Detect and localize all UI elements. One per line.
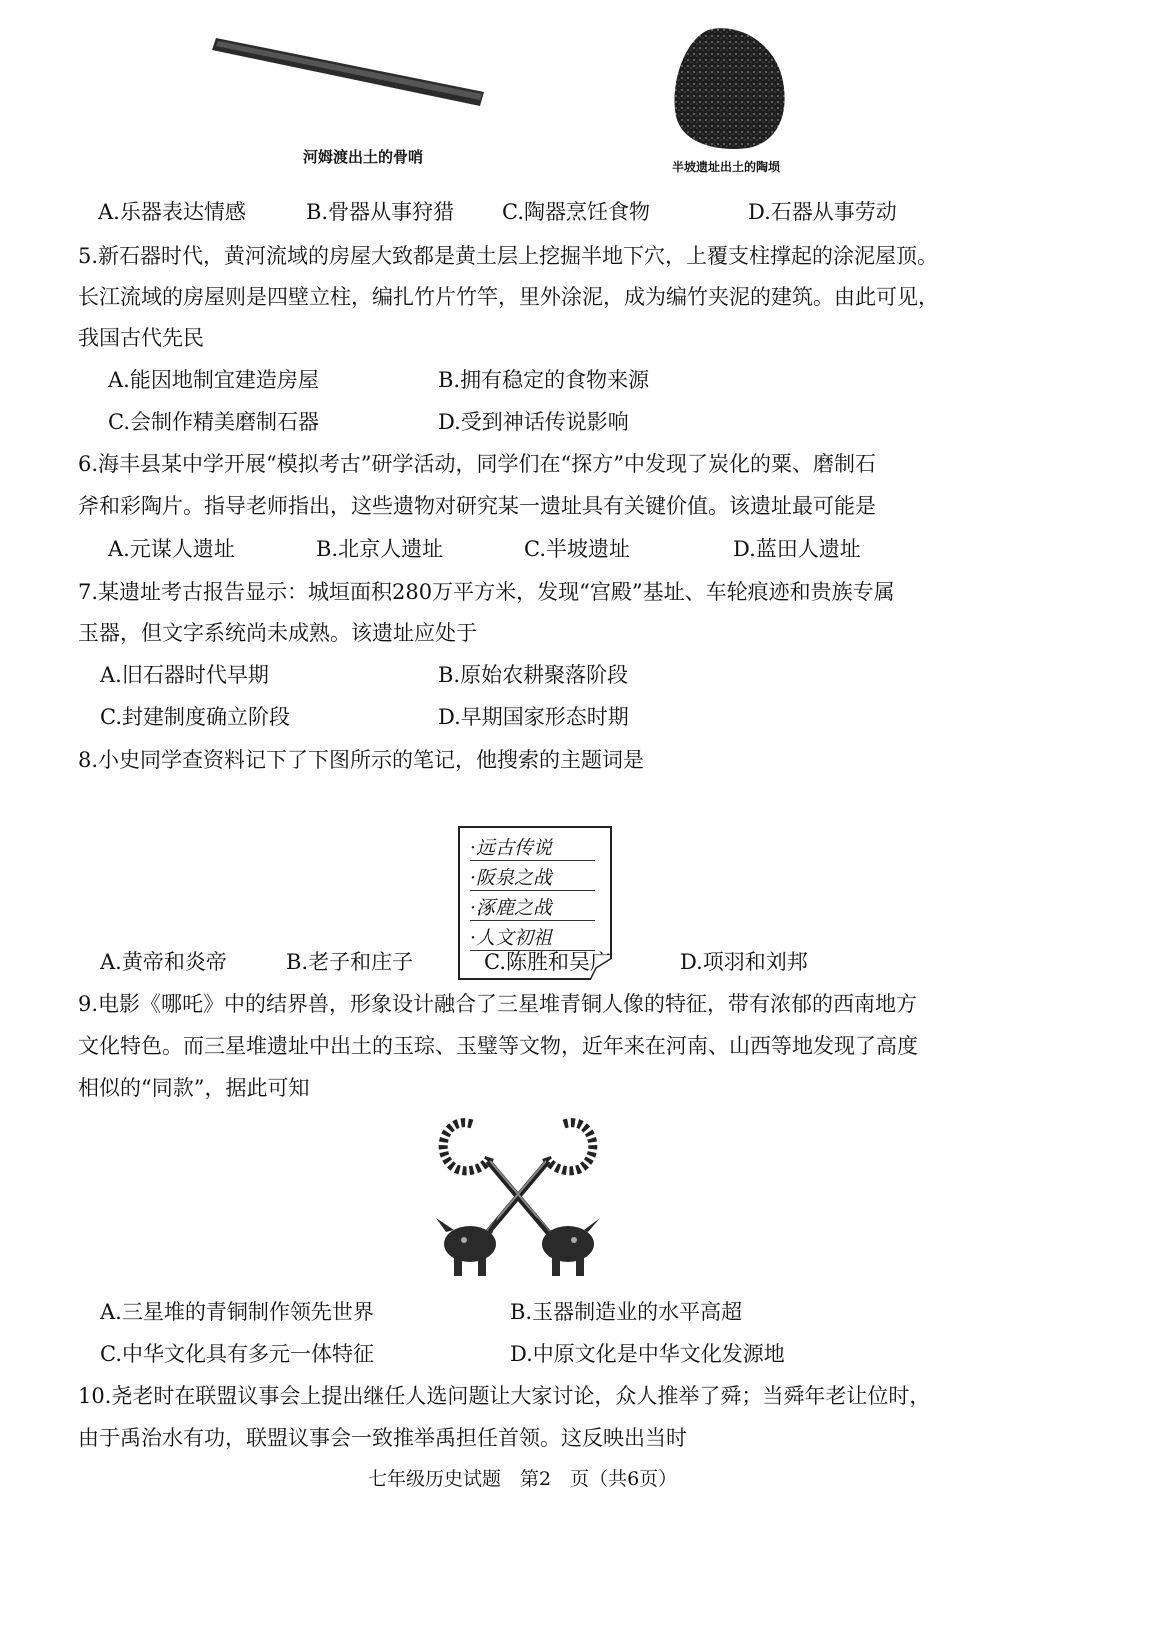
q9-stem-line1: 9.电影《哪吒》中的结界兽，形象设计融合了三星堆青铜人像的特征，带有浓郁的西南地方 bbox=[78, 992, 918, 1016]
q6-stem-line1: 6.海丰县某中学开展“模拟考古”研学活动，同学们在“探方”中发现了炭化的粟、磨制石 bbox=[78, 452, 876, 476]
q7-option-b: B.原始农耕聚落阶段 bbox=[438, 663, 629, 687]
q5-stem-line3: 我国古代先民 bbox=[78, 326, 204, 350]
q9-option-b: B.玉器制造业的水平高超 bbox=[510, 1300, 743, 1324]
q6-option-c: C.半坡遗址 bbox=[524, 537, 630, 561]
q9-stem-line2: 文化特色。而三星堆遗址中出土的玉琮、玉璧等文物，近年来在河南、山西等地发现了高度 bbox=[78, 1034, 918, 1058]
note-item: ·阪泉之战 bbox=[470, 866, 595, 891]
q8-option-d: D.项羽和刘邦 bbox=[680, 950, 808, 974]
bone-whistle-image bbox=[210, 30, 490, 110]
q8-option-b: B.老子和庄子 bbox=[286, 950, 414, 974]
q10-stem-line2: 由于禹治水有功，联盟议事会一致推举禹担任首领。这反映出当时 bbox=[78, 1426, 687, 1450]
note-item: ·涿鹿之战 bbox=[470, 896, 595, 921]
q6-option-d: D.蓝田人遗址 bbox=[733, 537, 861, 561]
q7-option-c: C.封建制度确立阶段 bbox=[100, 705, 290, 729]
q8-option-a: A.黄帝和炎帝 bbox=[100, 950, 227, 974]
sanxingdui-artifact-image bbox=[428, 1106, 608, 1286]
q4-option-c: C.陶器烹饪食物 bbox=[502, 200, 650, 224]
q5-stem-line1: 5.新石器时代，黄河流域的房屋大致都是黄土层上挖掘半地下穴，上覆支柱撑起的涂泥屋顶。 bbox=[78, 244, 939, 268]
q9-option-c: C.中华文化具有多元一体特征 bbox=[100, 1342, 374, 1366]
q5-option-c: C.会制作精美磨制石器 bbox=[108, 410, 319, 434]
q5-stem-line2: 长江流域的房屋则是四壁立柱，编扎竹片竹竿，里外涂泥，成为编竹夹泥的建筑。由此可见， bbox=[78, 285, 939, 309]
q5-option-a: A.能因地制宜建造房屋 bbox=[108, 368, 319, 392]
q9-option-d: D.中原文化是中华文化发源地 bbox=[510, 1342, 785, 1366]
q6-option-a: A.元谋人遗址 bbox=[108, 537, 235, 561]
q5-option-d: D.受到神话传说影响 bbox=[438, 410, 629, 434]
q4-option-d: D.石器从事劳动 bbox=[748, 200, 897, 224]
q8-stem-line1: 8.小史同学查资料记下了下图所示的笔记，他搜索的主题词是 bbox=[78, 748, 645, 772]
note-item: ·远古传说 bbox=[470, 836, 595, 861]
q4-option-a: A.乐器表达情感 bbox=[98, 200, 246, 224]
q9-stem-line3: 相似的“同款”，据此可知 bbox=[78, 1076, 310, 1100]
q7-stem-line2: 玉器，但文字系统尚未成熟。该遗址应处于 bbox=[78, 621, 477, 645]
q7-option-a: A.旧石器时代早期 bbox=[100, 663, 269, 687]
q10-stem-line1: 10.尧老时在联盟议事会上提出继任人选问题让大家讨论，众人推举了舜；当舜年老让位时， bbox=[78, 1384, 931, 1408]
q7-option-d: D.早期国家形态时期 bbox=[438, 705, 629, 729]
bone-whistle-caption: 河姆渡出土的骨哨 bbox=[303, 148, 424, 166]
q6-option-b: B.北京人遗址 bbox=[316, 537, 444, 561]
page-footer: 七年级历史试题 第2 页（共6页） bbox=[368, 1468, 678, 1490]
note-item: ·人文初祖 bbox=[470, 926, 595, 951]
q5-option-b: B.拥有稳定的食物来源 bbox=[438, 368, 650, 392]
q7-stem-line1: 7.某遗址考古报告显示：城垣面积280万平方米，发现“宫殿”基址、车轮痕迹和贵族专属 bbox=[78, 580, 895, 604]
pottery-xun-image bbox=[668, 22, 794, 152]
q6-stem-line2: 斧和彩陶片。指导老师指出，这些遗物对研究某一遗址具有关键价值。该遗址最可能是 bbox=[78, 494, 876, 518]
q4-option-b: B.骨器从事狩猎 bbox=[306, 200, 455, 224]
pottery-xun-caption: 半坡遗址出土的陶埙 bbox=[672, 160, 781, 174]
q9-option-a: A.三星堆的青铜制作领先世界 bbox=[100, 1300, 374, 1324]
q8-option-c: C.陈胜和吴广 bbox=[484, 950, 611, 974]
